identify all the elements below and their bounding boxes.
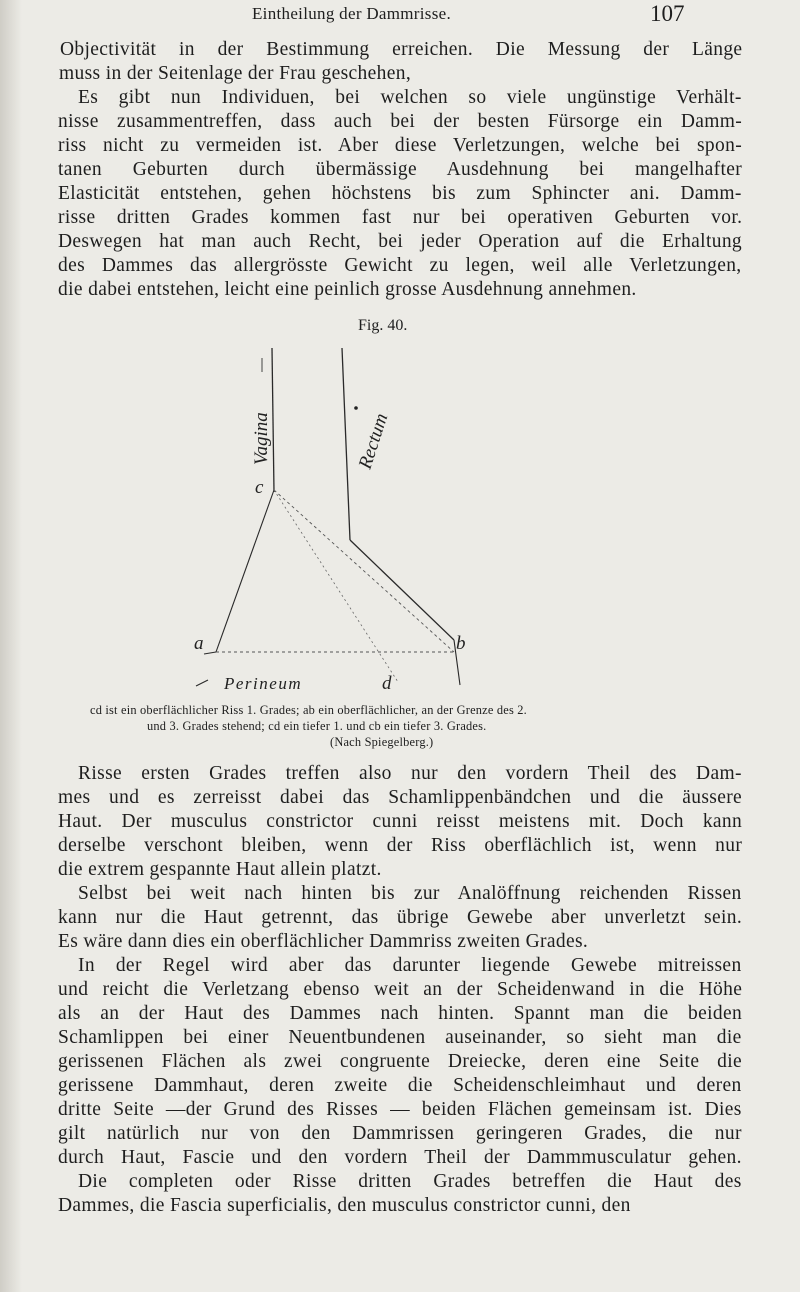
- text-line: Deswegen hat man auch Recht, bei jeder Operation auf die Erhaltung: [58, 231, 743, 252]
- tear-line-cd-deep: [274, 490, 398, 682]
- text-line: tanen Geburten durch übermässige Ausdehnung bei mangelhafter: [58, 159, 743, 180]
- label-rectum: Rectum: [354, 410, 393, 472]
- label-d: d: [382, 673, 392, 694]
- text-line: Dammes, die Fascia superficialis, den musculus constrictor cunni, den: [58, 1195, 631, 1216]
- tear-line-cd: [216, 490, 274, 652]
- text-line: derselbe verschont bleiben, wenn der Riss oberflächlich ist, wenn nur: [58, 835, 743, 856]
- text-line: als an der Haut des Dammes nach hinten. Spannt man die beiden: [58, 1003, 743, 1024]
- label-a: a: [194, 633, 204, 654]
- text-line: nisse zusammentreffen, dass auch bei der besten Fürsorge ein Damm-: [58, 111, 743, 132]
- label-vagina: Vagina: [251, 412, 272, 465]
- perineum-edge-line: [196, 680, 208, 686]
- text-line: riss nicht zu vermeiden ist. Aber diese Verletzungen, welche bei spon-: [58, 135, 743, 156]
- dot-marker: [354, 406, 358, 410]
- page-binding-shadow: [0, 0, 22, 1292]
- text-line: gerissenen Flächen als zwei congruente Dreiecke, deren eine Seite die: [58, 1051, 742, 1072]
- caption-line: (Nach Spiegelberg.): [330, 735, 434, 749]
- running-head-title: Eintheilung der Dammrisse.: [252, 4, 452, 23]
- text-line: dritte Seite —der Grund des Risses — beiden Flächen gemeinsam ist. Dies: [58, 1099, 742, 1120]
- text-line: die extrem gespannte Haut allein platzt.: [58, 859, 382, 880]
- text-line: Haut. Der musculus constrictor cunni reisst meistens mit. Doch kann: [58, 811, 743, 832]
- vagina-wall-line: [272, 348, 274, 492]
- text-line: kann nur die Haut getrennt, das übrige Gewebe aber unverletzt sein.: [58, 907, 743, 928]
- text-line: Schamlippen bei einer Neuentbundenen auseinander, so sieht man die: [58, 1027, 742, 1048]
- text-line: mes und es zerreisst dabei das Schamlippenbändchen und die äussere: [58, 787, 743, 808]
- text-line: Elasticität entstehen, gehen höchstens bis zum Sphincter ani. Damm-: [58, 183, 742, 204]
- running-head: [0, 1, 800, 30]
- caption-line: und 3. Grades stehend; cd ein tiefer 1. und cb ein tiefer 3. Grades.: [147, 719, 487, 733]
- perineum-diagram: [194, 340, 556, 696]
- text-line: die dabei entstehen, leicht eine peinlich grosse Ausdehnung annehmen.: [58, 279, 637, 300]
- text-line: risse dritten Grades kommen fast nur bei operativen Geburten vor.: [58, 207, 743, 228]
- page-number: 107: [650, 1, 685, 26]
- figure-label: Fig. 40.: [358, 317, 408, 334]
- label-b: b: [456, 633, 466, 654]
- text-line: In der Regel wird aber das darunter liegende Gewebe mitreissen: [78, 955, 742, 976]
- text-line: und reicht die Verletzang ebenso weit an der Scheidenwand in die Höhe: [58, 979, 743, 1000]
- text-line: gilt natürlich nur von den Dammrissen geringeren Grades, die nur: [58, 1123, 742, 1144]
- tear-line-a: [204, 652, 216, 654]
- text-line: Risse ersten Grades treffen also nur den vordern Theil des Dam-: [78, 763, 742, 784]
- label-c: c: [255, 477, 264, 498]
- text-line: muss in der Seitenlage der Frau geschehen,: [59, 63, 412, 84]
- text-line: Die completen oder Risse dritten Grades betreffen die Haut des: [78, 1171, 742, 1192]
- text-line: Es gibt nun Individuen, bei welchen so viele ungünstige Verhält-: [78, 87, 742, 108]
- text-line: des Dammes das allergrösste Gewicht zu legen, weil alle Verletzungen,: [58, 255, 742, 276]
- label-perineum: Perineum: [224, 674, 303, 693]
- rectum-wall-left-line: [342, 348, 350, 540]
- text-line: Selbst bei weit nach hinten bis zur Analöffnung reichenden Rissen: [78, 883, 742, 904]
- text-line: Es wäre dann dies ein oberflächlicher Dammriss zweiten Grades.: [58, 931, 589, 952]
- text-line: Objectivität in der Bestimmung erreichen. Die Messung der Länge: [60, 39, 743, 60]
- tear-line-cb: [274, 490, 454, 652]
- text-line: durch Haut, Fascie und den vordern Theil der Dammmusculatur gehen.: [58, 1147, 742, 1168]
- text-line: gerissene Dammhaut, deren zweite die Scheidenschleimhaut und deren: [58, 1075, 742, 1096]
- caption-line: cd ist ein oberflächlicher Riss 1. Grades; ab ein oberflächlicher, an der Grenze des 2.: [90, 703, 527, 717]
- rectum-lower-line: [350, 540, 454, 640]
